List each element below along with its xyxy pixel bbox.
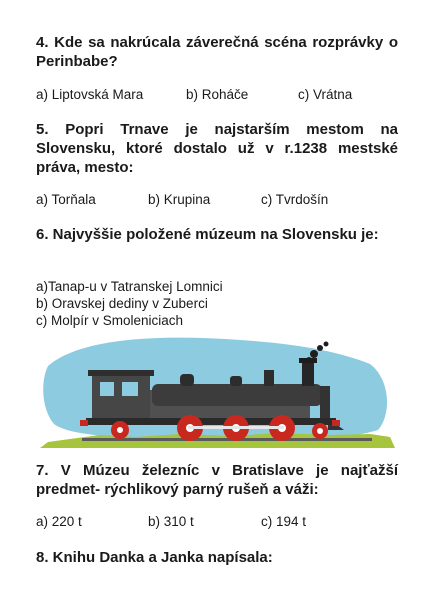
- q4-option-c: c) Vrátna: [298, 87, 353, 102]
- q6-option-c: c) Molpír v Smoleniciach: [36, 313, 184, 328]
- question-4: 4. Kde sa nakrúcala záverečná scéna rozprávky o Perinbabe?: [36, 34, 398, 70]
- question-7: 7. V Múzeu železníc v Bratislave je najťažší predmet- rýchlikový parný rušeň a váži:: [36, 462, 398, 498]
- q6-option-a: a)Tanap-u v Tatranskej Lomnici: [36, 279, 223, 294]
- steam-locomotive-icon: [40, 334, 395, 450]
- q4-option-a: a) Liptovská Mara: [36, 87, 144, 102]
- question-5: 5. Popri Trnave je najstarším mestom na Slovensku, ktoré dostalo už v r.1238 mestské práva, mesto:: [36, 121, 398, 176]
- q7-option-b: b) 310 t: [148, 514, 194, 529]
- q5-option-c: c) Tvrdošín: [261, 192, 329, 207]
- q7-option-a: a) 220 t: [36, 514, 82, 529]
- q5-option-a: a) Torňala: [36, 192, 96, 207]
- q7-option-c: c) 194 t: [261, 514, 307, 529]
- q5-option-b: b) Krupina: [148, 192, 211, 207]
- q6-option-b: b) Oravskej dediny v Zuberci: [36, 296, 208, 311]
- question-6: 6. Najvyššie položené múzeum na Slovensku je:: [36, 226, 379, 243]
- q6-options: [36, 278, 223, 329]
- question-8: 8. Knihu Danka a Janka napísala:: [36, 549, 273, 566]
- q4-option-b: b) Roháče: [186, 87, 249, 102]
